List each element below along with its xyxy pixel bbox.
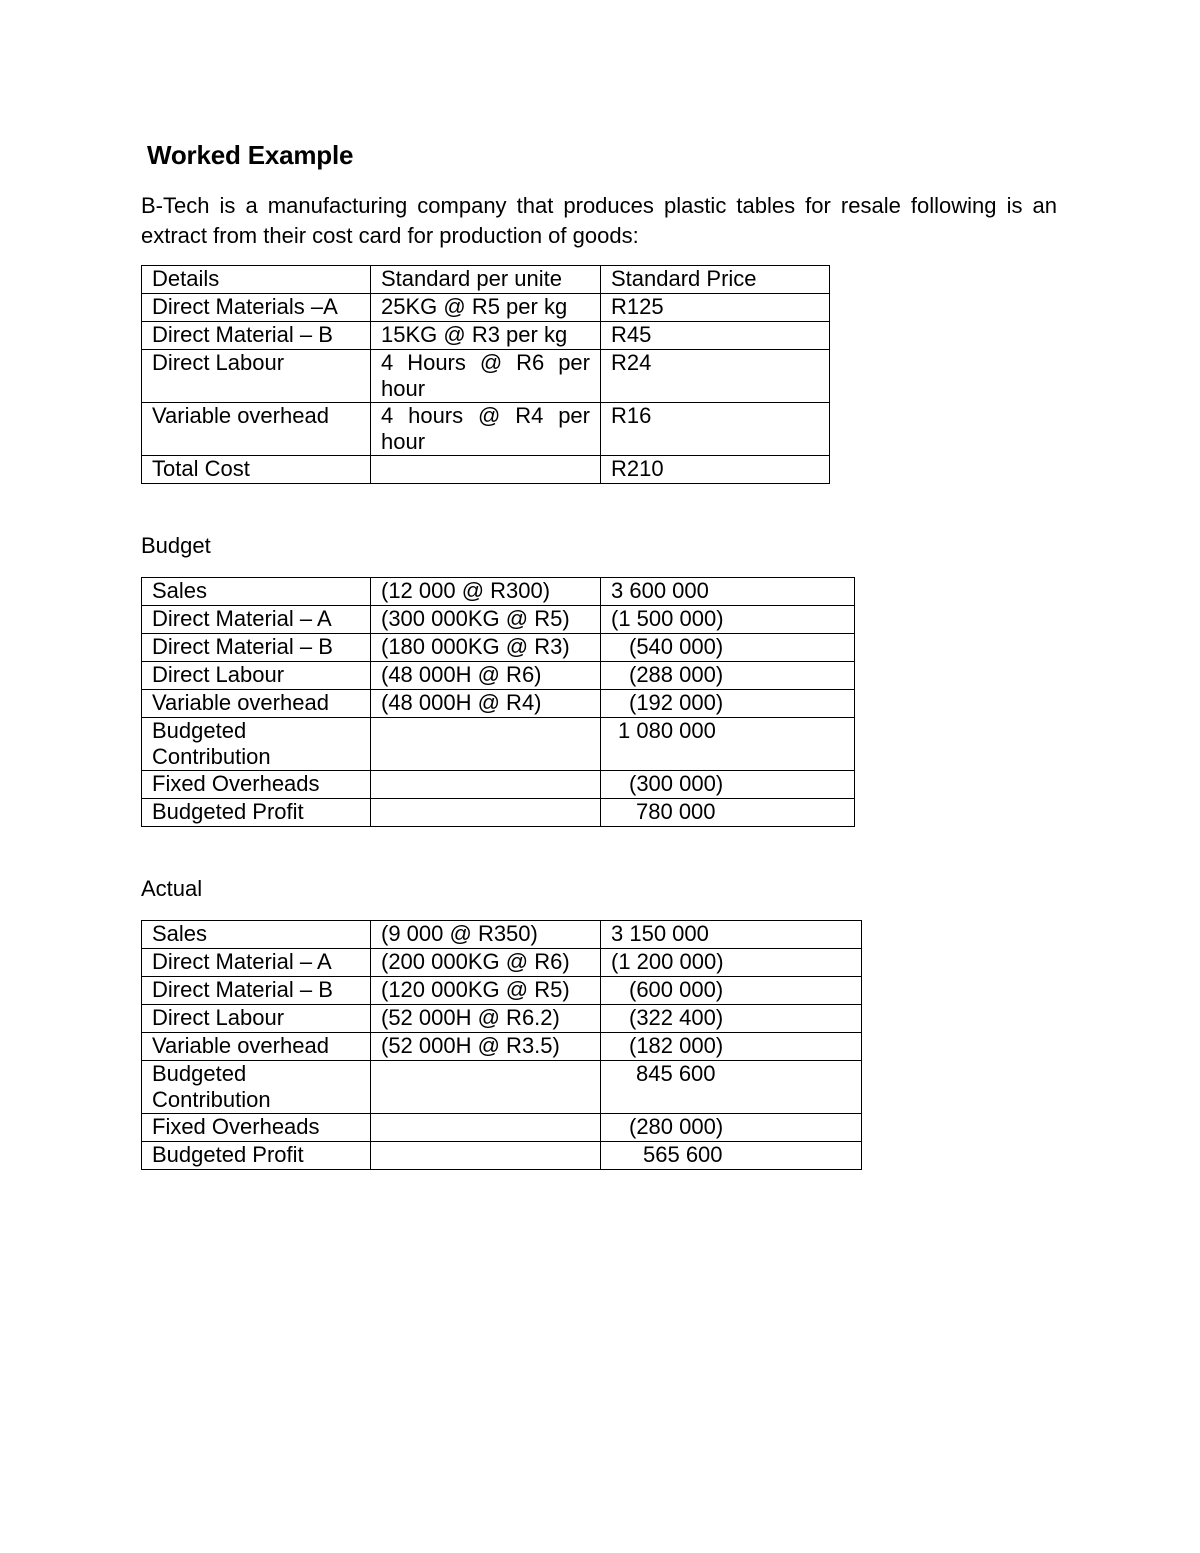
table-cell: Budgeted Contribution — [142, 718, 371, 771]
table-cell: Total Cost — [142, 456, 371, 484]
table-row — [142, 294, 830, 322]
table-cell: Standard per unite — [371, 266, 601, 294]
table-cell: 3 600 000 — [601, 578, 855, 606]
table-row — [142, 1114, 862, 1142]
table-cell: (280 000) — [601, 1114, 862, 1142]
table-cell: (1 500 000) — [601, 606, 855, 634]
table-cell: (12 000 @ R300) — [371, 578, 601, 606]
table-cell: Sales — [142, 578, 371, 606]
budget-heading: Budget — [141, 533, 211, 558]
table-cell — [371, 456, 601, 484]
table-cell: R45 — [601, 322, 830, 350]
table-cell: 565 600 — [601, 1142, 862, 1170]
table-cell: (322 400) — [601, 1005, 862, 1033]
table-cell: Standard Price — [601, 266, 830, 294]
table-cell: Variable overhead — [142, 690, 371, 718]
table-row — [142, 1033, 862, 1061]
table-row — [142, 921, 862, 949]
table-cell: (1 200 000) — [601, 949, 862, 977]
table-cell — [371, 799, 601, 827]
table-cell: (9 000 @ R350) — [371, 921, 601, 949]
table-cell: R16 — [601, 403, 830, 456]
table-cell: Sales — [142, 921, 371, 949]
table-row — [142, 1142, 862, 1170]
table-row — [142, 350, 830, 403]
table-cell: (120 000KG @ R5) — [371, 977, 601, 1005]
table-cell: (48 000H @ R4) — [371, 690, 601, 718]
table-cell: (200 000KG @ R6) — [371, 949, 601, 977]
table-cell: (600 000) — [601, 977, 862, 1005]
table-cell: (52 000H @ R6.2) — [371, 1005, 601, 1033]
table-cell: Fixed Overheads — [142, 771, 371, 799]
table-row — [142, 1005, 862, 1033]
table-row — [142, 977, 862, 1005]
table-cell: Budgeted Contribution — [142, 1061, 371, 1114]
table-cell: Budgeted Profit — [142, 1142, 371, 1170]
budget-table — [141, 577, 855, 827]
page-title: Worked Example — [147, 140, 354, 170]
table-cell: (182 000) — [601, 1033, 862, 1061]
cost-card-table — [141, 265, 830, 484]
table-cell: 4 hours @ R4 per hour — [371, 403, 601, 456]
table-cell: (300 000) — [601, 771, 855, 799]
actual-heading: Actual — [141, 876, 203, 901]
table-cell: R125 — [601, 294, 830, 322]
table-cell: (300 000KG @ R5) — [371, 606, 601, 634]
table-cell: Direct Material – B — [142, 977, 371, 1005]
table-cell: 15KG @ R3 per kg — [371, 322, 601, 350]
table-cell: 780 000 — [601, 799, 855, 827]
actual-table — [141, 920, 862, 1170]
table-cell: (540 000) — [601, 634, 855, 662]
table-row — [142, 578, 855, 606]
table-cell: Variable overhead — [142, 403, 371, 456]
table-row — [142, 799, 855, 827]
table-row — [142, 266, 830, 294]
table-cell: Direct Labour — [142, 662, 371, 690]
table-row — [142, 771, 855, 799]
table-row — [142, 322, 830, 350]
table-cell: Details — [142, 266, 371, 294]
table-cell: 25KG @ R5 per kg — [371, 294, 601, 322]
table-row — [142, 403, 830, 456]
table-row — [142, 456, 830, 484]
table-cell: Direct Material – B — [142, 322, 371, 350]
table-cell: 3 150 000 — [601, 921, 862, 949]
table-cell: (52 000H @ R3.5) — [371, 1033, 601, 1061]
table-cell: Direct Material – A — [142, 606, 371, 634]
table-cell: 4 Hours @ R6 per hour — [371, 350, 601, 403]
table-cell — [371, 718, 601, 771]
table-row — [142, 690, 855, 718]
table-row — [142, 1061, 862, 1114]
table-cell: R24 — [601, 350, 830, 403]
intro-paragraph: B-Tech is a manufacturing company that produces plastic tables for resale following is an extract from their cost card for production of goods: — [141, 193, 1057, 248]
table-cell: R210 — [601, 456, 830, 484]
table-cell: (180 000KG @ R3) — [371, 634, 601, 662]
table-cell — [371, 771, 601, 799]
table-cell: Direct Labour — [142, 1005, 371, 1033]
table-cell — [371, 1142, 601, 1170]
table-row — [142, 662, 855, 690]
table-cell: Variable overhead — [142, 1033, 371, 1061]
table-cell: 1 080 000 — [601, 718, 855, 771]
table-cell — [371, 1061, 601, 1114]
table-cell: (288 000) — [601, 662, 855, 690]
table-row — [142, 718, 855, 771]
table-row — [142, 606, 855, 634]
table-row — [142, 634, 855, 662]
table-cell: Direct Material – A — [142, 949, 371, 977]
table-cell: Direct Labour — [142, 350, 371, 403]
table-cell: Direct Materials –A — [142, 294, 371, 322]
table-cell: Fixed Overheads — [142, 1114, 371, 1142]
table-row — [142, 949, 862, 977]
table-cell: (48 000H @ R6) — [371, 662, 601, 690]
table-cell: Direct Material – B — [142, 634, 371, 662]
table-cell — [371, 1114, 601, 1142]
table-cell: Budgeted Profit — [142, 799, 371, 827]
table-cell: 845 600 — [601, 1061, 862, 1114]
table-cell: (192 000) — [601, 690, 855, 718]
